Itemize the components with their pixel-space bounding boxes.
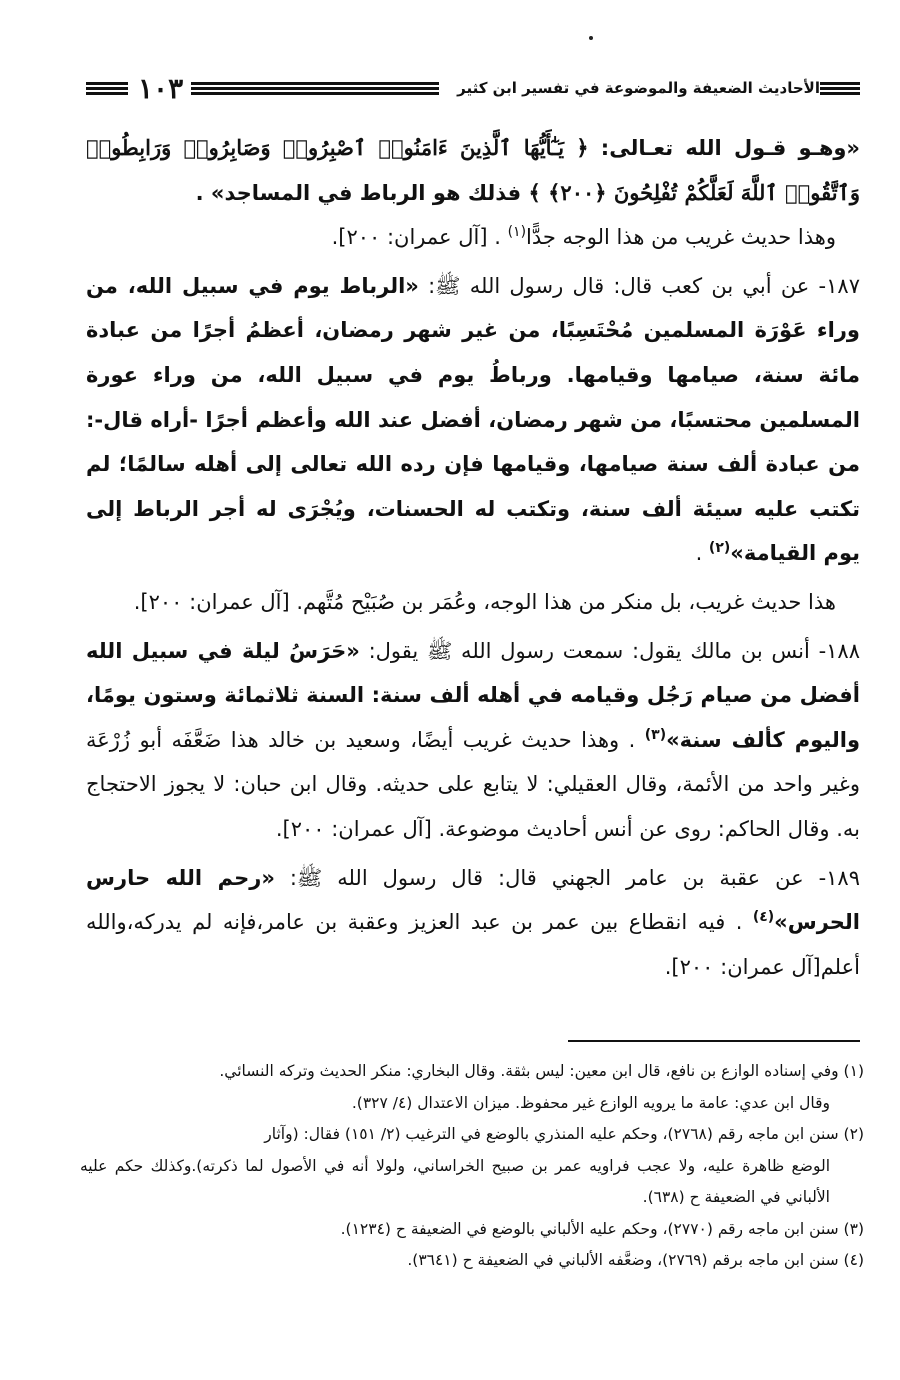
footnote-divider — [568, 1040, 860, 1042]
paragraph-comment-2 — [86, 580, 860, 625]
hadith-189 — [86, 856, 860, 990]
footnote-1-continued: وقال ابن عدي: عامة ما يرويه الوازع غير محفوظ. ميزان الاعتدال (٤/ ٣٢٧). — [351, 1093, 830, 1112]
comment-source: . [آل عمران: ٢٠٠]. — [331, 225, 508, 250]
hadith-187-intro: ١٨٧- عن أبي بن كعب قال: قال رسول الله ﷺ: — [418, 273, 860, 298]
main-text — [86, 126, 860, 989]
header-rule-middle — [191, 82, 439, 95]
hadith-189-text: «رحم الله حارس الحرس» — [86, 865, 860, 935]
paragraph-verse — [86, 126, 860, 215]
footnote-2-continued: الوضع ظاهرة عليه، ولا عجب فراويه عمر بن صبيح الخراساني، ولولا أنه في الأصول لما ذكرته).وكذلك حكم عليه الألباني في الضعيفة ح (٦٣٨). — [80, 1156, 830, 1206]
margin-dot — [589, 36, 593, 40]
hadith-189-intro: ١٨٩- عن عقبة بن عامر الجهني قال: قال رسول الله ﷺ: — [274, 865, 860, 890]
header-rule-right — [820, 82, 860, 95]
hadith-188-comment: . وهذا حديث غريب أيضًا، وسعيد بن خالد هذا ضَعَّفَه أبو زُرْعَة وغير واحد من الأئمة، وقال العقيلي: لا يتابع على حديثه. وقال ابن حبان: لا يجوز الاحتجاج به. وقال الحاكم: روى عن أنس أحاديث موضوعة. [آل عمران: ٢٠٠]. — [86, 727, 860, 841]
footnote-3: (٣) سنن ابن ماجه رقم (٢٧٧٠)، وحكم عليه الألباني بالوضع في الضعيفة ح (١٢٣٤). — [340, 1219, 864, 1238]
footnote-2: (٢) سنن ابن ماجه رقم (٢٧٦٨)، وحكم عليه المنذري بالوضع في الترغيب (٢/ ١٥١) فقال: (وآثار — [264, 1125, 864, 1143]
footnote-ref-2: (٢) — [708, 540, 731, 557]
comment-text: وهذا حديث غريب من هذا الوجه جدًّا — [526, 225, 836, 250]
quran-verse: ﴿ يَـٰٓأَيُّهَا ٱلَّذِينَ ءَامَنُوا۟ ٱصْبِرُوا۟ وَصَابِرُوا۟ وَرَابِطُوا۟ وَٱتَّقُوا۟ ٱللَّهَ لَعَلَّكُمْ تُفْلِحُونَ ﴿٢٠٠﴾ ﴾ — [86, 135, 860, 205]
page-number: ١٠٣ — [138, 71, 184, 105]
footnote-ref-1: (١) — [507, 224, 527, 241]
paragraph-comment-1 — [86, 215, 860, 260]
hadith-187 — [86, 264, 860, 576]
verse-outro: فذلك هو الرباط في المساجد» . — [195, 180, 529, 205]
footnote-1: (١) وفي إسناده الوازع بن نافع، قال ابن معين: ليس بثقة. وقال البخاري: منكر الحديث وتركه النسائي. — [219, 1062, 864, 1080]
hadith-189-comment: . فيه انقطاع بين عمر بن عبد العزيز وعقبة بن عامر،فإنه لم يدركه،والله أعلم[آل عمران: ٢٠٠]. — [86, 910, 860, 979]
verse-intro: «وهـو قـول الله تعـالى: — [588, 136, 860, 160]
hadith-187-text: «الرباط يوم في سبيل الله، من وراء عَوْرَة المسلمين مُحْتَسِبًا، من غير شهر رمضان، أعظمُ أجرًا من عبادة مائة سنة، صيامها وقيامها. ورباطُ يوم في سبيل الله، من وراء عورة المسلمين محتسبًا، من شهر رمضان، أفضل عند الله وأعظم أجرًا -أراه قال-: من عبادة ألف سنة صيامها، وقيامها فإن رده الله تعالى إلى أهله سالمًا؛ لم تكتب عليه سيئة ألف سنة، وتكتب له الحسنات، ويُجْرَى له أجر الرباط إلى يوم القيامة» — [86, 273, 860, 566]
footnote-4: (٤) سنن ابن ماجه برقم (٢٧٦٩)، وضعَّفه الألباني في الضعيفة ح (٣٦٤١). — [407, 1251, 864, 1269]
hadith-188-text: «حَرَسُ ليلة في سبيل الله أفضل من صيام رَجُل وقيامه في أهله ألف سنة: السنة ثلاثمائة وستون يومًا، واليوم كألف سنة» — [86, 638, 861, 752]
footnotes — [80, 1056, 864, 1277]
book-title: الأحاديث الضعيفة والموضوعة في تفسير ابن كثير — [457, 79, 820, 97]
running-header — [86, 68, 860, 108]
hadith-187-end: . — [695, 541, 709, 566]
footnote-ref-3: (٣) — [644, 726, 667, 743]
footnote-ref-4: (٤) — [752, 909, 775, 926]
hadith-188-intro: ١٨٨- أنس بن مالك يقول: سمعت رسول الله ﷺ يقول: — [359, 638, 860, 663]
comment-2-text: هذا حديث غريب، بل منكر من هذا الوجه، وعُمَر بن صُبَيْح مُتَّهم. [آل عمران: ٢٠٠]. — [133, 589, 836, 614]
hadith-188 — [86, 629, 860, 852]
header-rule-left — [86, 82, 128, 95]
